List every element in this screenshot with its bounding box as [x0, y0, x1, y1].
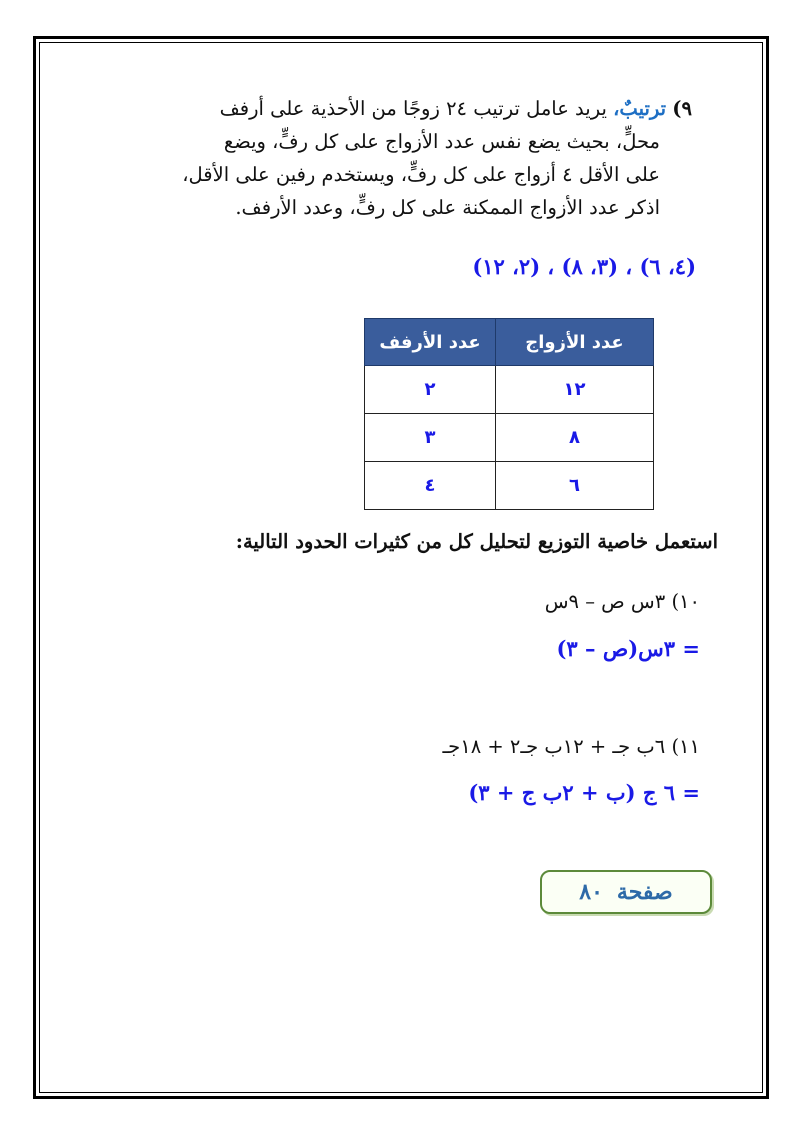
page-number-badge: [540, 870, 712, 914]
page-number: ٨٠: [579, 879, 603, 905]
table-row: [365, 414, 654, 462]
table-cell: ٤: [365, 462, 496, 510]
question-10: [545, 590, 700, 613]
header-pairs: عدد الأزواج: [496, 319, 654, 366]
instruction-text: استعمل خاصية التوزيع لتحليل كل من كثيرات الحدود التالية:: [235, 530, 718, 553]
answer-pairs: (٢، ١٢) ، (٣، ٨) ، (٤، ٦): [472, 254, 696, 279]
answer-10: = ٣س(ص – ٣): [556, 636, 700, 661]
header-shelves: عدد الأرفف: [365, 319, 496, 366]
question-9-line-2: محلٍّ، بحيث يضع نفس عدد الأزواج على كل رفٍّ، ويضع: [223, 130, 660, 153]
question-9: [172, 92, 692, 224]
question-9-line-1: [172, 92, 692, 125]
question-text: يريد عامل ترتيب ٢٤ زوجًا من الأحذية على أرفف: [219, 97, 607, 120]
question-keyword: ترتيبٌ،: [613, 97, 667, 120]
question-number: ٩): [672, 97, 692, 120]
table-row: [365, 462, 654, 510]
question-expression: ٣س ص – ٩س: [544, 590, 666, 613]
question-expression: ٦ب جـ + ١٢ب جـ٢ + ١٨جـ: [442, 735, 666, 758]
page-label: صفحة: [616, 879, 673, 905]
table-cell: ٨: [496, 414, 654, 462]
table-header-row: [365, 319, 654, 366]
question-11: [442, 735, 700, 758]
question-number: ١١): [671, 735, 700, 758]
table-cell: ١٢: [496, 366, 654, 414]
question-9-line-3: على الأقل ٤ أزواج على كل رفٍّ، ويستخدم رفين على الأقل،: [182, 163, 660, 186]
answer-11: = ٦ ج (ب + ٢ب ج + ٣): [468, 780, 700, 805]
question-9-line-4: اذكر عدد الأزواج الممكنة على كل رفٍّ، وعدد الأرفف.: [235, 196, 660, 219]
question-number: ١٠): [671, 590, 700, 613]
table-cell: ٦: [496, 462, 654, 510]
table-row: [365, 366, 654, 414]
pairs-table: [364, 318, 654, 510]
table-cell: ٣: [365, 414, 496, 462]
table-cell: ٢: [365, 366, 496, 414]
